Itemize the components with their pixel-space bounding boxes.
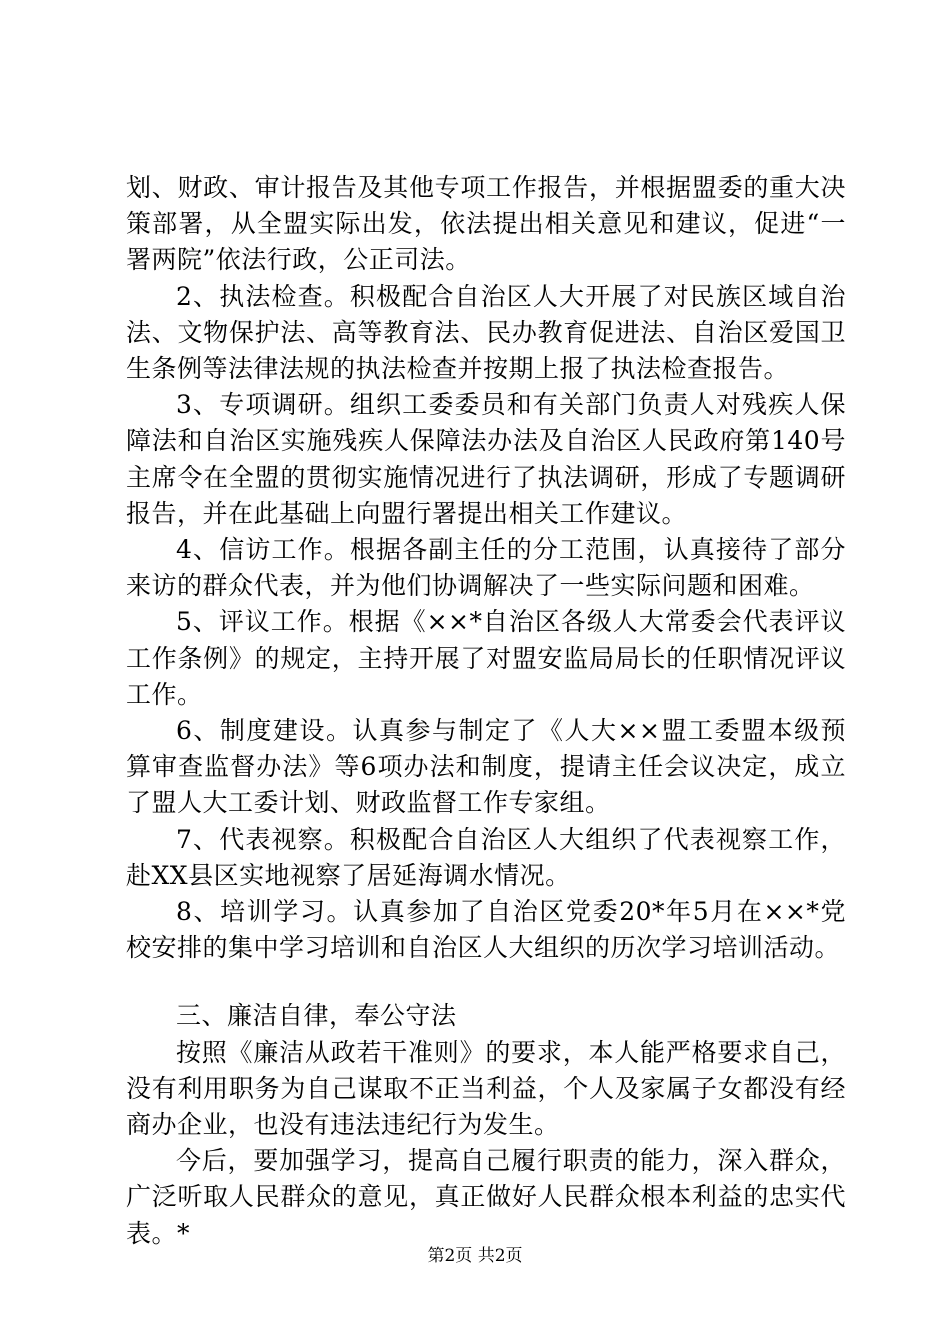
paragraph-deputy-inspection: 7、代表视察。积极配合自治区人大组织了代表视察工作，赴XX县区实地视察了居延海调水情况。	[126, 824, 846, 890]
paragraph-appraisal-work: 5、评议工作。根据《××*自治区各级人大常委会代表评议工作条例》的规定，主持开展了对盟安监局局长的任职情况评议工作。	[126, 607, 846, 709]
section-spacer	[126, 966, 846, 998]
paragraph-continuation: 划、财政、审计报告及其他专项工作报告，并根据盟委的重大决策部署，从全盟实际出发，依法提出相关意见和建议，促进“一署两院”依法行政，公正司法。	[126, 173, 846, 275]
paragraph-system-building: 6、制度建设。认真参与制定了《人大××盟工委盟本级预算审查监督办法》等6项办法和制度，提请主任会议决定，成立了盟人大工委计划、财政监督工作专家组。	[126, 716, 846, 818]
document-body	[126, 170, 846, 1252]
section-heading: 三、廉洁自律，奉公守法	[176, 1001, 457, 1031]
paragraph-special-research: 3、专项调研。组织工委委员和有关部门负责人对残疾人保障法和自治区实施残疾人保障法办法及自治区人民政府第140号主席令在全盟的贯彻实施情况进行了执法调研，形成了专题调研报告，并在此基础上向盟行署提出相关工作建议。	[126, 390, 846, 528]
page-footer: 第2页 共2页	[427, 1246, 523, 1266]
paragraph-law-enforcement-inspection: 2、执法检查。积极配合自治区人大开展了对民族区域自治法、文物保护法、高等教育法、民办教育促进法、自治区爱国卫生条例等法律法规的执法检查并按期上报了执法检查报告。	[126, 281, 846, 384]
paragraph-petition-work: 4、信访工作。根据各副主任的分工范围，认真接待了部分来访的群众代表，并为他们协调解决了一些实际问题和困难。	[126, 535, 846, 601]
paragraph-closing: 今后，要加强学习，提高自己履行职责的能力，深入群众，广泛听取人民群众的意见，真正做好人民群众根本利益的忠实代表。*	[126, 1146, 846, 1248]
paragraph-training-study: 8、培训学习。认真参加了自治区党委20*年5月在××*党校安排的集中学习培训和自治区人大组织的历次学习培训活动。	[126, 897, 846, 963]
paragraph-integrity: 按照《廉洁从政若干准则》的要求，本人能严格要求自己，没有利用职务为自己谋取不正当利益，个人及家属子女都没有经商办企业，也没有违法违纪行为发生。	[126, 1037, 846, 1140]
